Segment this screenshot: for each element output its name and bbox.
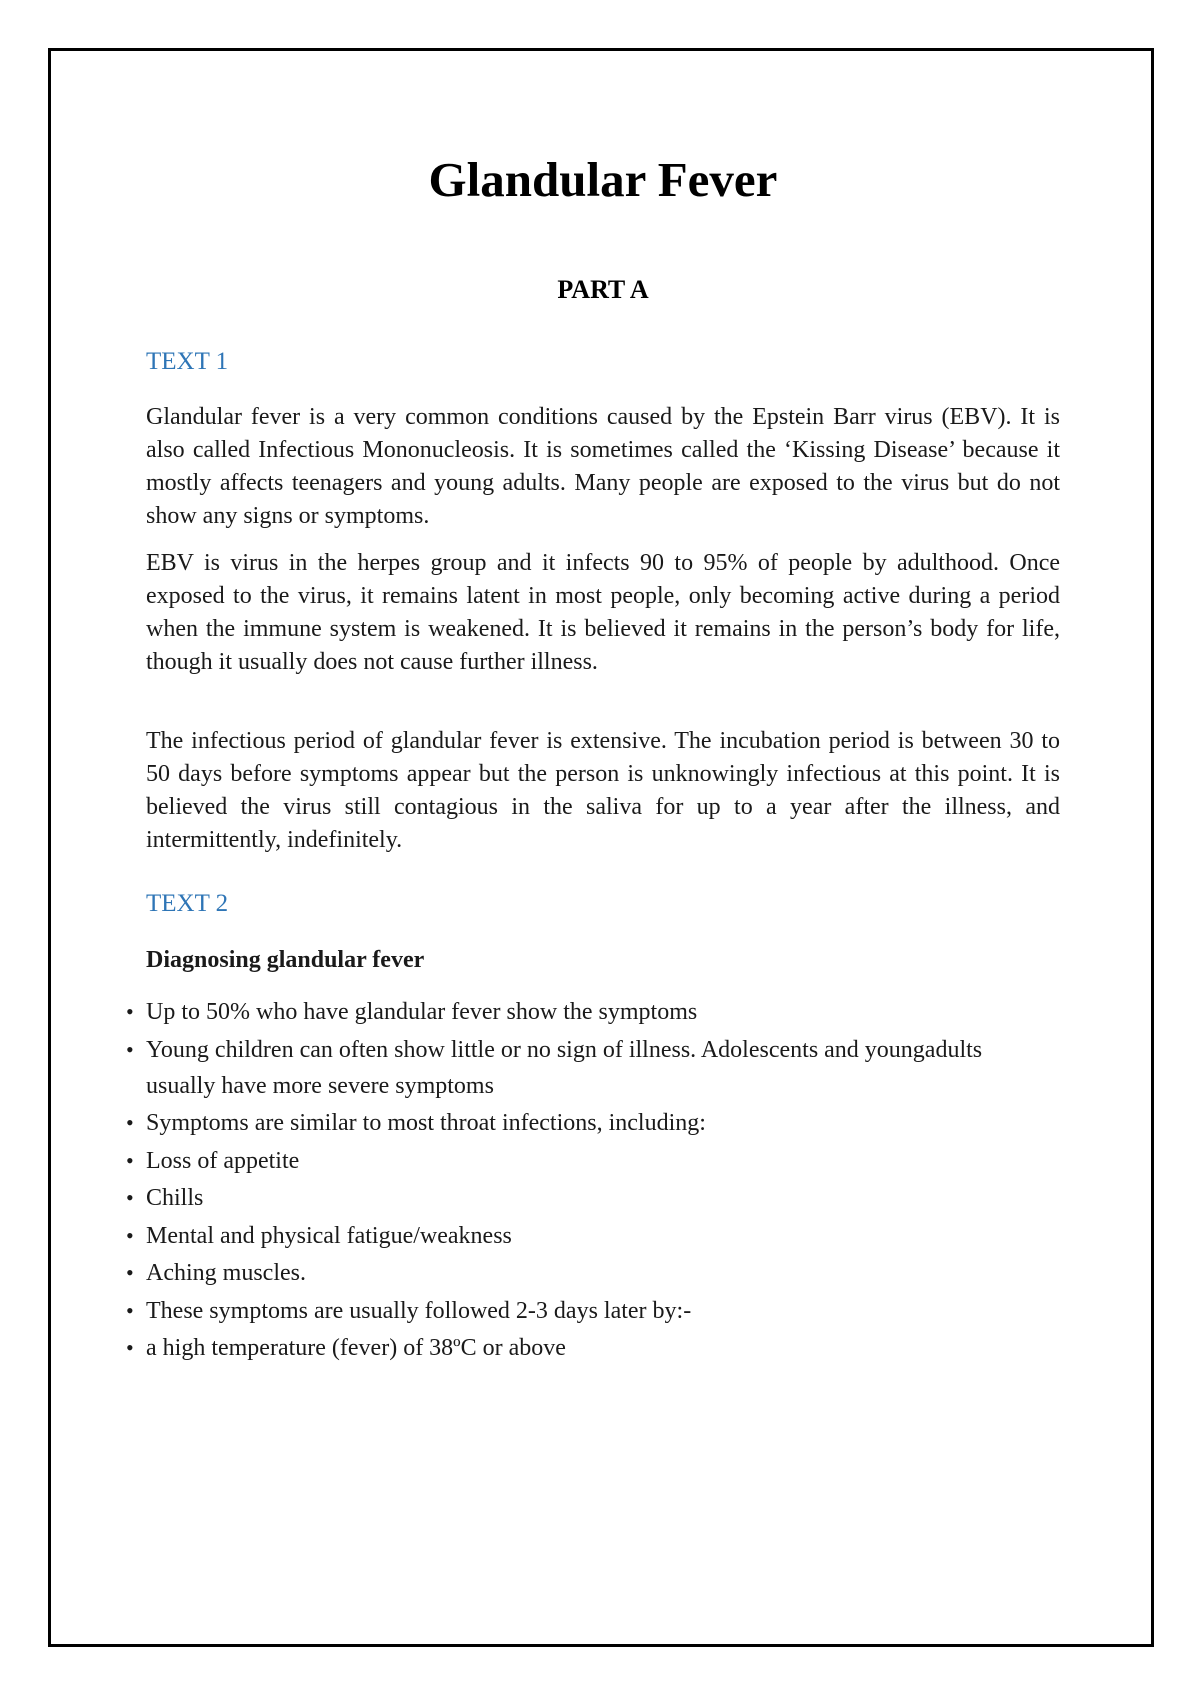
text1-paragraph-1: Glandular fever is a very common conditions caused by the Epstein Barr virus (EBV). It is also called Infectious Mononucleosis. It is sometimes called the ‘Kissing Disease’ because it mostly affects teenagers and young adults. Many people are exposed to the virus but do not show any signs or symptoms. [146, 404, 1060, 529]
list-item-text: Up to 50% who have glandular fever show the symptoms [146, 999, 698, 1025]
text1-paragraph-2: EBV is virus in the herpes group and it infects 90 to 95% of people by adulthood. Once exposed to the virus, it remains latent in most people, only becoming active during a period when the immune system is weakened. It is believed it remains in the person’s body for life, though it usually does not cause further illness. [146, 550, 1060, 675]
bullet-icon: • [126, 1335, 134, 1360]
bullet-icon: • [126, 1110, 134, 1135]
list-item [126, 1293, 1060, 1329]
list-item-text: Chills [146, 1185, 204, 1211]
bullet-icon: • [126, 1147, 134, 1173]
text2-label: TEXT 2 [146, 890, 229, 917]
list-item-text: Symptoms are similar to most throat infections, including: [146, 1110, 706, 1136]
list-item-text: a high temperature (fever) of 38ºC or above [146, 1335, 566, 1361]
bullet-icon: • [126, 999, 134, 1024]
list-item-text: Loss of appetite [146, 1147, 300, 1174]
bullet-icon: • [126, 1185, 134, 1210]
symptom-list [126, 994, 1060, 1368]
list-item [126, 1218, 1060, 1254]
list-item-text: Aching muscles. [146, 1260, 306, 1286]
bullet-icon: • [126, 1036, 134, 1062]
list-item-text: Mental and physical fatigue/weakness [146, 1222, 512, 1249]
list-item [126, 1032, 1060, 1104]
list-item [126, 1255, 1060, 1291]
list-item [126, 1143, 1060, 1179]
list-item [126, 994, 1060, 1030]
document-title: Glandular Fever [428, 152, 778, 207]
bullet-icon: • [126, 1222, 134, 1248]
part-heading: PART A [557, 275, 649, 304]
list-item [126, 1330, 1060, 1366]
list-item [126, 1105, 1060, 1141]
list-item [126, 1180, 1060, 1216]
bullet-icon: • [126, 1260, 134, 1285]
text2-subheading: Diagnosing glandular fever [146, 947, 425, 973]
text1-label: TEXT 1 [146, 348, 229, 375]
list-item-text: Young children can often show little or no sign of illness. Adolescents and youngadults usually have more severe symptoms [146, 1036, 983, 1099]
bullet-icon: • [126, 1297, 134, 1323]
list-item-text: These symptoms are usually followed 2-3 days later by:- [146, 1297, 692, 1324]
text1-paragraph-3: The infectious period of glandular fever is extensive. The incubation period is between 30 to 50 days before symptoms appear but the person is unknowingly infectious at this point. It is believed the virus still contagious in the saliva for up to a year after the illness, and intermittently, indefinitely. [146, 728, 1060, 853]
